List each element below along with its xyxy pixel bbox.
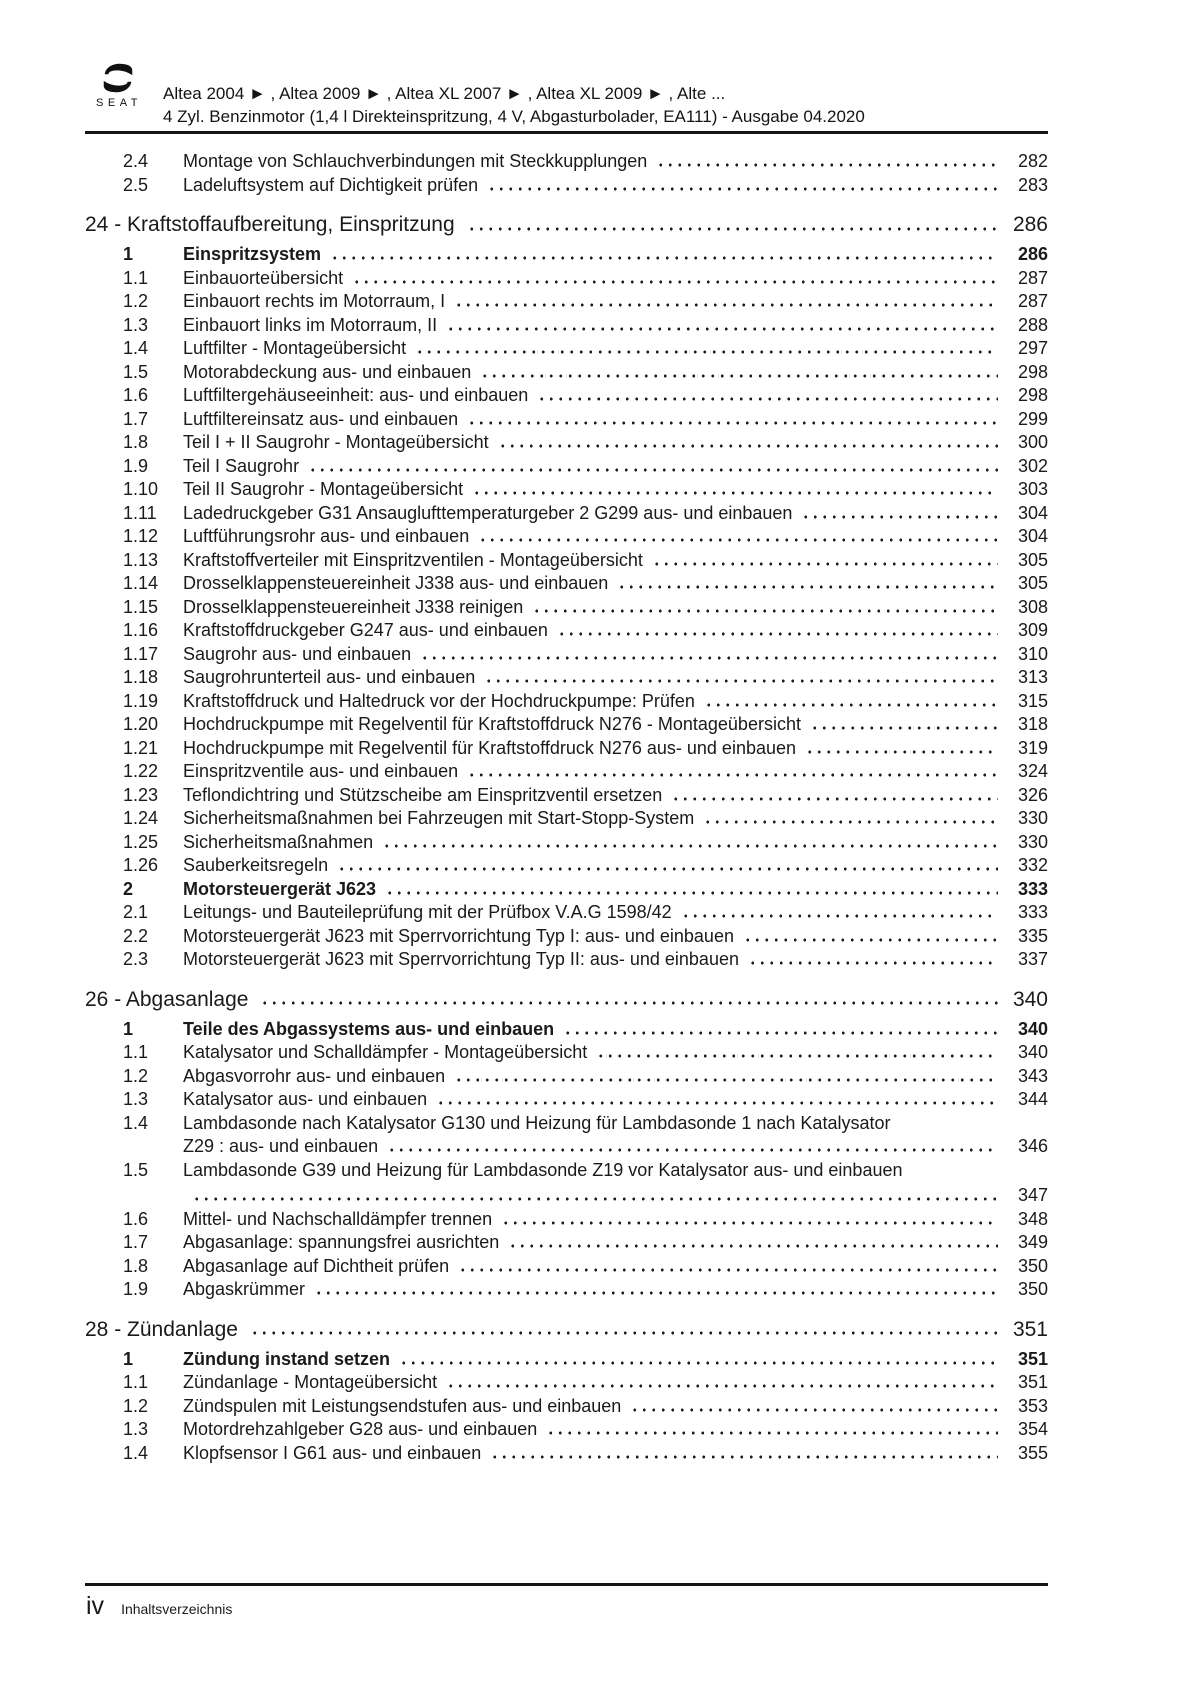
entry-number: 1.8 xyxy=(123,432,149,452)
entry-page-number: 354 xyxy=(1017,1419,1048,1439)
entry-page-number: 330 xyxy=(1017,808,1048,828)
entry-title: Motorsteuergerät J623 mit Sperrvorrichtung Typ II: aus- und einbauen xyxy=(183,949,739,969)
dot-leader xyxy=(810,713,998,737)
dot-leader xyxy=(748,948,998,972)
entry-page-number: 288 xyxy=(1017,314,1048,335)
toc-entry-1-4 xyxy=(85,1112,1048,1159)
entry-number: 1.15 xyxy=(123,596,159,617)
entry-number: 1.13 xyxy=(123,549,159,570)
entry-title: Teil II Saugrohr - Montageübersicht xyxy=(183,479,464,499)
entry-page-number: 319 xyxy=(1017,737,1048,758)
toc-entry-1-1 xyxy=(85,1371,1048,1395)
footer-section-label: Inhaltsverzeichnis xyxy=(121,1601,233,1617)
toc-entry-1-20 xyxy=(85,713,1048,737)
toc-entry-1-6 xyxy=(85,384,1048,408)
entry-number: 1.4 xyxy=(123,1112,149,1133)
entry-title: Drosselklappensteuereinheit J338 reinigen xyxy=(183,596,524,617)
toc-entry-2-1 xyxy=(85,901,1048,925)
entry-title: Sauberkeitsregeln xyxy=(183,855,329,875)
entry-page-number: 348 xyxy=(1017,1208,1048,1229)
entry-title: Ladeluftsystem auf Dichtigkeit prüfen xyxy=(183,174,479,195)
toc-entry-2 xyxy=(85,878,1048,902)
toc-entry-1-11 xyxy=(85,502,1048,526)
entry-number: 1.7 xyxy=(123,408,149,429)
dot-leader xyxy=(467,408,998,432)
dot-leader xyxy=(382,831,998,855)
footer xyxy=(86,1592,232,1620)
toc-entry-1-16 xyxy=(85,619,1048,643)
entry-title: Einbauort links im Motorraum, II xyxy=(183,314,438,335)
entry-title: Abgaskrümmer xyxy=(183,1279,306,1299)
dot-leader xyxy=(446,1371,998,1395)
header-divider xyxy=(85,131,1048,134)
entry-number: 1.14 xyxy=(123,573,159,593)
entry-title: Luftfilter - Montageübersicht xyxy=(183,338,407,358)
header-models-line: Altea 2004 ► , Altea 2009 ► , Altea XL 2007 ► , Altea XL 2009 ► , Alte ... xyxy=(163,84,726,103)
dot-leader xyxy=(467,760,998,784)
toc-entry-1-8 xyxy=(85,431,1048,455)
entry-title: Sicherheitsmaßnahmen xyxy=(183,831,374,852)
entry-page-number: 282 xyxy=(1017,151,1048,171)
entry-page-number: 344 xyxy=(1017,1089,1048,1109)
entry-page-number: 340 xyxy=(1017,1018,1048,1039)
dot-leader xyxy=(704,690,998,714)
dot-leader xyxy=(478,525,998,549)
toc-entry-1-26 xyxy=(85,854,1048,878)
chapter-page-number: 286 xyxy=(1012,213,1048,236)
dot-leader xyxy=(487,174,998,198)
chapter-title: 28 - Zündanlage xyxy=(85,1317,238,1341)
entry-number: 1.20 xyxy=(123,714,159,734)
toc-entry-1-17 xyxy=(85,643,1048,667)
toc-entry-1-1 xyxy=(85,267,1048,291)
entry-page-number: 313 xyxy=(1017,667,1048,687)
entry-title: Teil I + II Saugrohr - Montageübersicht xyxy=(183,432,489,452)
dot-leader xyxy=(743,925,998,949)
entry-title: Kraftstoffdruckgeber G247 aus- und einbauen xyxy=(183,620,548,640)
dot-leader xyxy=(537,384,998,408)
entry-number: 1.6 xyxy=(123,385,149,405)
toc-entry-1-3 xyxy=(85,314,1048,338)
dot-leader xyxy=(352,267,998,291)
seat-logo xyxy=(89,62,147,109)
seat-logo-icon xyxy=(89,62,147,94)
entry-page-number: 347 xyxy=(1017,1185,1048,1205)
seat-logo-text: SEAT xyxy=(96,97,142,109)
entry-number: 1.21 xyxy=(123,737,159,758)
dot-leader xyxy=(501,1208,998,1232)
chapter-title: 26 - Abgasanlage xyxy=(85,987,249,1011)
toc-entry-1-25 xyxy=(85,831,1048,855)
dot-leader xyxy=(656,150,998,174)
dot-leader xyxy=(330,243,998,267)
toc-entry-2-2 xyxy=(85,925,1048,949)
entry-number: 1.1 xyxy=(123,1042,149,1062)
entry-page-number: 337 xyxy=(1017,949,1048,969)
dot-leader xyxy=(250,1316,998,1344)
entry-title: Ladedruckgeber G31 Ansauglufttemperaturgeber 2 G299 aus- und einbauen xyxy=(183,502,793,523)
dot-leader xyxy=(596,1041,998,1065)
entry-page-number: 305 xyxy=(1017,549,1048,570)
entry-title: Luftfiltereinsatz aus- und einbauen xyxy=(183,408,459,429)
entry-page-number: 287 xyxy=(1017,267,1048,288)
entry-page-number: 298 xyxy=(1017,361,1048,382)
dot-leader xyxy=(563,1018,998,1042)
entry-page-number: 355 xyxy=(1017,1442,1048,1463)
entry-page-number: 286 xyxy=(1017,244,1048,264)
entry-title: Einbauort rechts im Motorraum, I xyxy=(183,291,446,311)
dot-leader xyxy=(436,1088,998,1112)
toc-chapter-28 xyxy=(85,1316,1048,1344)
toc-entry-1-2 xyxy=(85,1065,1048,1089)
toc-chapter-24 xyxy=(85,211,1048,239)
entry-title: Lambdasonde nach Katalysator G130 und Heizung für Lambdasonde 1 nach Katalysator xyxy=(183,1112,891,1133)
toc-entry-1-8 xyxy=(85,1255,1048,1279)
entry-title: Luftfiltergehäuseeinheit: aus- und einbauen xyxy=(183,385,529,405)
toc-entry-1 xyxy=(85,1348,1048,1372)
table-of-contents xyxy=(85,150,1048,1465)
entry-title: Zündung instand setzen xyxy=(183,1348,390,1369)
dot-leader xyxy=(652,549,998,573)
dot-leader xyxy=(314,1278,998,1302)
toc-entry-1-24 xyxy=(85,807,1048,831)
toc-entry-2-4 xyxy=(85,150,1048,174)
entry-second-line xyxy=(183,1184,1048,1208)
entry-title: Katalysator und Schalldämpfer - Montageübersicht xyxy=(183,1042,588,1062)
dot-leader xyxy=(446,314,998,338)
entry-number: 2.2 xyxy=(123,925,149,946)
entry-title: Zündspulen mit Leistungsendstufen aus- und einbauen xyxy=(183,1395,622,1416)
entry-title: Saugrohrunterteil aus- und einbauen xyxy=(183,667,476,687)
entry-title: Kraftstoffverteiler mit Einspritzventilen - Montageübersicht xyxy=(183,549,643,570)
entry-number: 1.8 xyxy=(123,1255,149,1276)
header-engine-line: 4 Zyl. Benzinmotor (1,4 l Direkteinspritzung, 4 V, Abgasturbolader, EA111) - Ausgabe 04.2020 xyxy=(163,107,865,126)
entry-page-number: 310 xyxy=(1017,643,1048,664)
entry-page-number: 297 xyxy=(1017,338,1048,358)
entry-title: Teflondichtring und Stützscheibe am Einspritzventil ersetzen xyxy=(183,784,663,805)
entry-page-number: 315 xyxy=(1017,690,1048,711)
entry-page-number: 346 xyxy=(1017,1136,1048,1156)
toc-entry-1-1 xyxy=(85,1041,1048,1065)
dot-leader xyxy=(420,643,998,667)
entry-number: 2.4 xyxy=(123,151,149,171)
toc-entry-1-19 xyxy=(85,690,1048,714)
entry-page-number: 351 xyxy=(1017,1348,1048,1369)
entry-page-number: 318 xyxy=(1017,714,1048,734)
dot-leader xyxy=(671,784,998,808)
entry-title: Einspritzsystem xyxy=(183,244,322,264)
entry-page-number: 283 xyxy=(1017,174,1048,195)
dot-leader xyxy=(387,1135,998,1159)
entry-number: 2.5 xyxy=(123,174,149,195)
toc-entry-1-3 xyxy=(85,1418,1048,1442)
entry-number: 1.18 xyxy=(123,667,159,687)
entry-page-number: 298 xyxy=(1017,385,1048,405)
chapter-page-number: 351 xyxy=(1012,1317,1048,1341)
entry-title: Einbauorteübersicht xyxy=(183,267,344,288)
entry-title: Motorsteuergerät J623 mit Sperrvorrichtung Typ I: aus- und einbauen xyxy=(183,925,734,946)
toc-entry-1-5 xyxy=(85,361,1048,385)
toc-entry-1-15 xyxy=(85,596,1048,620)
dot-leader xyxy=(498,431,998,455)
entry-number: 1.11 xyxy=(123,502,157,523)
entry-number: 1.10 xyxy=(123,479,159,499)
dot-leader xyxy=(399,1348,998,1372)
toc-entry-1-22 xyxy=(85,760,1048,784)
entry-number: 1.2 xyxy=(123,1395,149,1416)
entry-page-number: 335 xyxy=(1017,925,1048,946)
dot-leader xyxy=(415,337,998,361)
entry-page-number: 332 xyxy=(1017,855,1048,875)
entry-page-number: 350 xyxy=(1017,1255,1048,1276)
toc-entry-1 xyxy=(85,243,1048,267)
entry-page-number: 340 xyxy=(1017,1042,1048,1062)
entry-number: 1.24 xyxy=(123,808,159,828)
entry-title: Leitungs- und Bauteileprüfung mit der Prüfbox V.A.G 1598/42 xyxy=(183,902,672,922)
toc-entry-1-6 xyxy=(85,1208,1048,1232)
dot-leader xyxy=(308,455,998,479)
entry-title: Abgasanlage: spannungsfrei ausrichten xyxy=(183,1232,500,1252)
dot-leader xyxy=(467,211,998,239)
entry-number: 1.19 xyxy=(123,690,159,711)
footer-divider xyxy=(85,1583,1048,1586)
entry-page-number: 300 xyxy=(1017,432,1048,452)
entry-title: Hochdruckpumpe mit Regelventil für Kraftstoffdruck N276 - Montageübersicht xyxy=(183,714,801,734)
dot-leader xyxy=(385,878,998,902)
entry-title: Teil I Saugrohr xyxy=(183,455,300,476)
entry-title: Motorabdeckung aus- und einbauen xyxy=(183,361,472,382)
entry-number: 2.1 xyxy=(123,902,149,922)
dot-leader xyxy=(490,1442,998,1466)
entry-body xyxy=(183,1112,1048,1159)
entry-page-number: 302 xyxy=(1017,455,1048,476)
entry-title: Einspritzventile aus- und einbauen xyxy=(183,761,459,781)
entry-number: 1.5 xyxy=(123,361,149,382)
entry-number: 1.3 xyxy=(123,314,149,335)
toc-entry-1-4 xyxy=(85,1442,1048,1466)
entry-number: 2.3 xyxy=(123,949,149,969)
entry-page-number: 287 xyxy=(1017,291,1048,311)
dot-leader xyxy=(617,572,998,596)
entry-title: Drosselklappensteuereinheit J338 aus- und einbauen xyxy=(183,573,609,593)
entry-title-continuation: Z29 : aus- und einbauen xyxy=(183,1136,379,1156)
entry-title: Abgasanlage auf Dichtheit prüfen xyxy=(183,1255,450,1276)
entry-title: Mittel- und Nachschalldämpfer trennen xyxy=(183,1208,493,1229)
toc-entry-1-18 xyxy=(85,666,1048,690)
toc-entry-1-7 xyxy=(85,1231,1048,1255)
toc-entry-1-12 xyxy=(85,525,1048,549)
entry-page-number: 309 xyxy=(1017,620,1048,640)
entry-page-number: 353 xyxy=(1017,1395,1048,1416)
entry-number: 1.22 xyxy=(123,761,159,781)
entry-page-number: 324 xyxy=(1017,761,1048,781)
entry-title: Klopfsensor I G61 aus- und einbauen xyxy=(183,1442,482,1463)
footer-page-number: iv xyxy=(86,1592,105,1620)
dot-leader xyxy=(508,1231,998,1255)
toc-entry-1-4 xyxy=(85,337,1048,361)
entry-number: 1.3 xyxy=(123,1419,149,1439)
entry-number: 1.9 xyxy=(123,1279,149,1299)
toc-chapter-26 xyxy=(85,986,1048,1014)
entry-number: 1.4 xyxy=(123,338,149,358)
entry-title: Abgasvorrohr aus- und einbauen xyxy=(183,1065,446,1086)
entry-page-number: 304 xyxy=(1017,526,1048,546)
toc-entry-1-5 xyxy=(85,1159,1048,1208)
entry-page-number: 350 xyxy=(1017,1279,1048,1299)
dot-leader xyxy=(681,901,998,925)
entry-page-number: 308 xyxy=(1017,596,1048,617)
entry-title: Motorsteuergerät J623 xyxy=(183,878,377,899)
toc-entry-1-21 xyxy=(85,737,1048,761)
entry-page-number: 299 xyxy=(1017,408,1048,429)
entry-number: 1.1 xyxy=(123,267,149,288)
entry-page-number: 343 xyxy=(1017,1065,1048,1086)
dot-leader xyxy=(546,1418,998,1442)
toc-entry-1 xyxy=(85,1018,1048,1042)
entry-number: 1.2 xyxy=(123,291,149,311)
dot-leader xyxy=(260,986,998,1014)
entry-number: 1.5 xyxy=(123,1159,149,1180)
dot-leader xyxy=(703,807,998,831)
entry-body xyxy=(183,1159,1048,1208)
toc-entry-2-5 xyxy=(85,174,1048,198)
entry-page-number: 333 xyxy=(1017,902,1048,922)
entry-number: 1.2 xyxy=(123,1065,149,1086)
dot-leader xyxy=(454,1065,998,1089)
entry-title: Zündanlage - Montageübersicht xyxy=(183,1372,438,1392)
dot-leader xyxy=(480,361,998,385)
toc-entry-1-9 xyxy=(85,455,1048,479)
toc-entry-2-3 xyxy=(85,948,1048,972)
entry-page-number: 305 xyxy=(1017,573,1048,593)
entry-page-number: 330 xyxy=(1017,831,1048,852)
entry-title: Katalysator aus- und einbauen xyxy=(183,1089,428,1109)
dot-leader xyxy=(337,854,998,878)
entry-page-number: 349 xyxy=(1017,1232,1048,1252)
dot-leader xyxy=(192,1184,998,1208)
entry-number: 2 xyxy=(123,878,134,899)
toc-entry-1-13 xyxy=(85,549,1048,573)
entry-page-number: 326 xyxy=(1017,784,1048,805)
entry-second-line xyxy=(183,1135,1048,1159)
dot-leader xyxy=(484,666,998,690)
entry-number: 1.26 xyxy=(123,855,159,875)
entry-title: Kraftstoffdruck und Haltedruck vor der Hochdruckpumpe: Prüfen xyxy=(183,690,695,711)
entry-number: 1.1 xyxy=(123,1372,149,1392)
entry-number: 1.17 xyxy=(123,643,159,664)
toc-entry-1-2 xyxy=(85,290,1048,314)
header-text xyxy=(163,82,865,128)
toc-entry-1-10 xyxy=(85,478,1048,502)
dot-leader xyxy=(557,619,998,643)
entry-number: 1 xyxy=(123,244,134,264)
entry-title: Motordrehzahlgeber G28 aus- und einbauen xyxy=(183,1419,538,1439)
entry-title: Sicherheitsmaßnahmen bei Fahrzeugen mit Start-Stopp-System xyxy=(183,808,695,828)
dot-leader xyxy=(532,596,998,620)
toc-entry-1-2 xyxy=(85,1395,1048,1419)
toc-entry-1-7 xyxy=(85,408,1048,432)
entry-title: Hochdruckpumpe mit Regelventil für Kraftstoffdruck N276 aus- und einbauen xyxy=(183,737,797,758)
entry-title: Teile des Abgassystems aus- und einbauen xyxy=(183,1018,555,1039)
dot-leader xyxy=(458,1255,998,1279)
toc-entry-1-14 xyxy=(85,572,1048,596)
entry-number: 1.3 xyxy=(123,1089,149,1109)
toc-entry-1-9 xyxy=(85,1278,1048,1302)
chapter-title: 24 - Kraftstoffaufbereitung, Einspritzung xyxy=(85,213,455,236)
entry-number: 1 xyxy=(123,1348,134,1369)
entry-title: Lambdasonde G39 und Heizung für Lambdasonde Z19 vor Katalysator aus- und einbauen xyxy=(183,1159,903,1180)
entry-number: 1.6 xyxy=(123,1208,149,1229)
entry-number: 1.23 xyxy=(123,784,159,805)
dot-leader xyxy=(630,1395,998,1419)
entry-page-number: 351 xyxy=(1017,1372,1048,1392)
entry-page-number: 304 xyxy=(1017,502,1048,523)
dot-leader xyxy=(472,478,998,502)
dot-leader xyxy=(454,290,998,314)
dot-leader xyxy=(801,502,998,526)
entry-number: 1.4 xyxy=(123,1442,149,1463)
chapter-page-number: 340 xyxy=(1012,987,1048,1011)
entry-number: 1.9 xyxy=(123,455,149,476)
entry-number: 1.7 xyxy=(123,1232,149,1252)
entry-number: 1 xyxy=(123,1018,134,1039)
dot-leader xyxy=(805,737,998,761)
entry-page-number: 303 xyxy=(1017,479,1048,499)
entry-number: 1.12 xyxy=(123,526,159,546)
toc-entry-1-3 xyxy=(85,1088,1048,1112)
entry-title: Montage von Schlauchverbindungen mit Steckkupplungen xyxy=(183,151,648,171)
entry-title: Saugrohr aus- und einbauen xyxy=(183,643,412,664)
entry-title: Luftführungsrohr aus- und einbauen xyxy=(183,526,470,546)
entry-page-number: 333 xyxy=(1017,878,1048,899)
entry-number: 1.25 xyxy=(123,831,159,852)
toc-entry-1-23 xyxy=(85,784,1048,808)
entry-number: 1.16 xyxy=(123,620,159,640)
